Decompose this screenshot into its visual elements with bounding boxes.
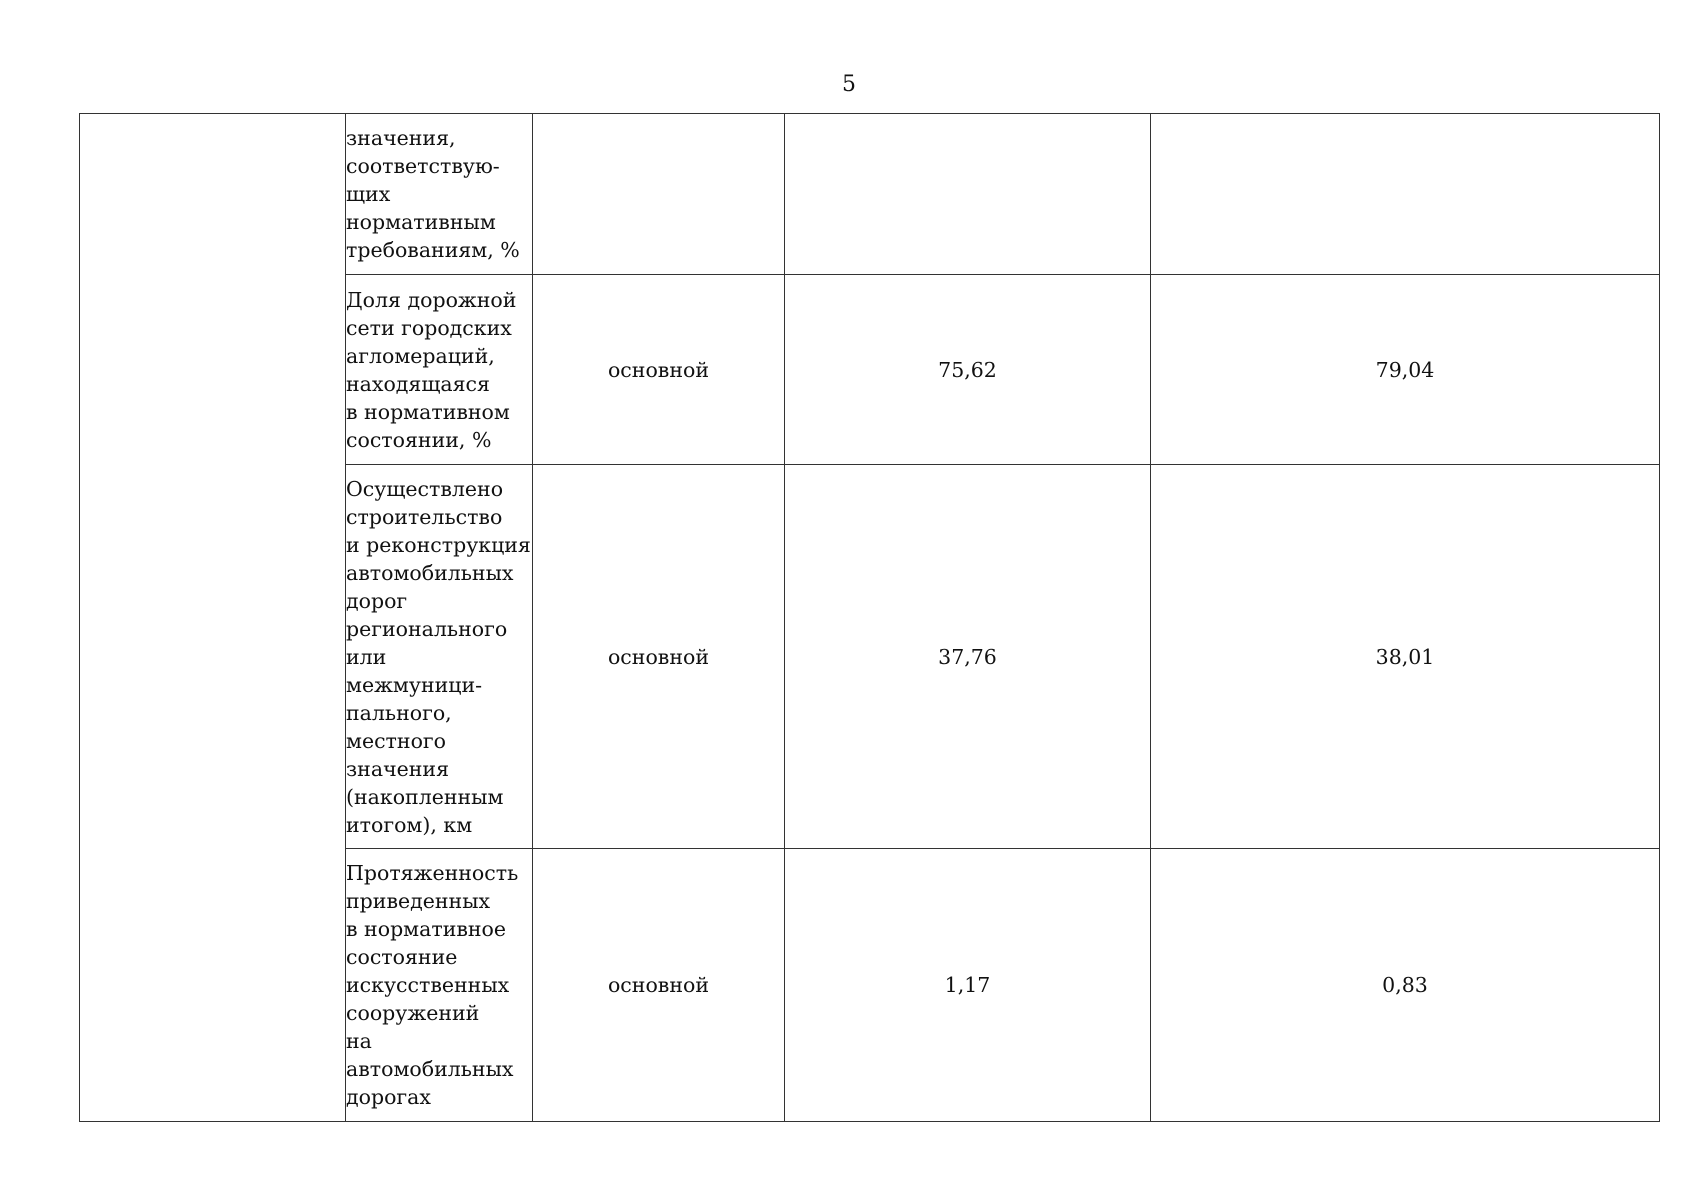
indicator-text-line: сооружений bbox=[346, 1001, 480, 1025]
indicator-text-line: пального, bbox=[346, 700, 452, 725]
indicator-text-line: автомобильных bbox=[346, 560, 514, 585]
value-2-cell: 0,83 bbox=[1151, 849, 1660, 1122]
indicator-text-line: строительство bbox=[346, 504, 503, 529]
indicator-text-line: регионального bbox=[346, 616, 508, 641]
indicator-text-line: значения, bbox=[346, 126, 456, 150]
indicator-cell bbox=[346, 275, 533, 465]
indicator-text-line: искусственных bbox=[346, 973, 510, 997]
indicator-text-line: и реконструкция bbox=[346, 532, 531, 557]
value-2-cell: 79,04 bbox=[1151, 275, 1660, 465]
merged-empty-cell bbox=[80, 114, 346, 1122]
value-1-cell: 1,17 bbox=[785, 849, 1151, 1122]
indicator-text-line: требованиям, % bbox=[346, 238, 520, 262]
indicator-text-line: нормативным bbox=[346, 210, 496, 234]
indicator-text-line: Протяженность bbox=[346, 861, 519, 885]
indicators-table bbox=[79, 113, 1660, 1122]
value-2-cell: 38,01 bbox=[1151, 465, 1660, 849]
indicator-text-line: состояние bbox=[346, 945, 458, 969]
indicator-text-line: значения bbox=[346, 756, 450, 781]
indicator-text-line: автомобильных bbox=[346, 1057, 514, 1081]
indicator-text-line: (накопленным bbox=[346, 784, 504, 809]
value-1-cell: 75,62 bbox=[785, 275, 1151, 465]
indicator-text-line: находящаяся bbox=[346, 371, 490, 396]
indicator-text-line: итогом), км bbox=[346, 812, 473, 837]
indicator-text-line: приведенных bbox=[346, 889, 491, 913]
indicator-text-line: или bbox=[346, 644, 387, 669]
indicator-text-line: Осуществлено bbox=[346, 476, 504, 501]
type-cell bbox=[533, 114, 785, 275]
type-cell: основной bbox=[533, 465, 785, 849]
indicator-text-line: межмуници- bbox=[346, 672, 483, 697]
indicator-text-line: сети городских bbox=[346, 315, 512, 340]
indicator-text-line: в нормативное bbox=[346, 917, 507, 941]
indicator-cell bbox=[346, 465, 533, 849]
indicator-text-line: состоянии, % bbox=[346, 427, 492, 452]
table-row bbox=[80, 114, 1660, 275]
type-cell: основной bbox=[533, 849, 785, 1122]
indicator-cell bbox=[346, 114, 533, 275]
indicator-text-line: агломераций, bbox=[346, 343, 495, 368]
value-2-cell bbox=[1151, 114, 1660, 275]
page-number: 5 bbox=[842, 72, 856, 97]
value-1-cell bbox=[785, 114, 1151, 275]
indicator-text-line: щих bbox=[346, 182, 391, 206]
indicator-text-line: дорог bbox=[346, 588, 408, 613]
type-cell: основной bbox=[533, 275, 785, 465]
indicator-text-line: на bbox=[346, 1029, 372, 1053]
indicator-cell bbox=[346, 849, 533, 1122]
indicator-text-line: дорогах bbox=[346, 1085, 431, 1109]
indicator-text-line: местного bbox=[346, 728, 446, 753]
indicator-text-line: Доля дорожной bbox=[346, 287, 517, 312]
indicator-text-line: соответствую- bbox=[346, 154, 500, 178]
value-1-cell: 37,76 bbox=[785, 465, 1151, 849]
indicator-text-line: в нормативном bbox=[346, 399, 510, 424]
